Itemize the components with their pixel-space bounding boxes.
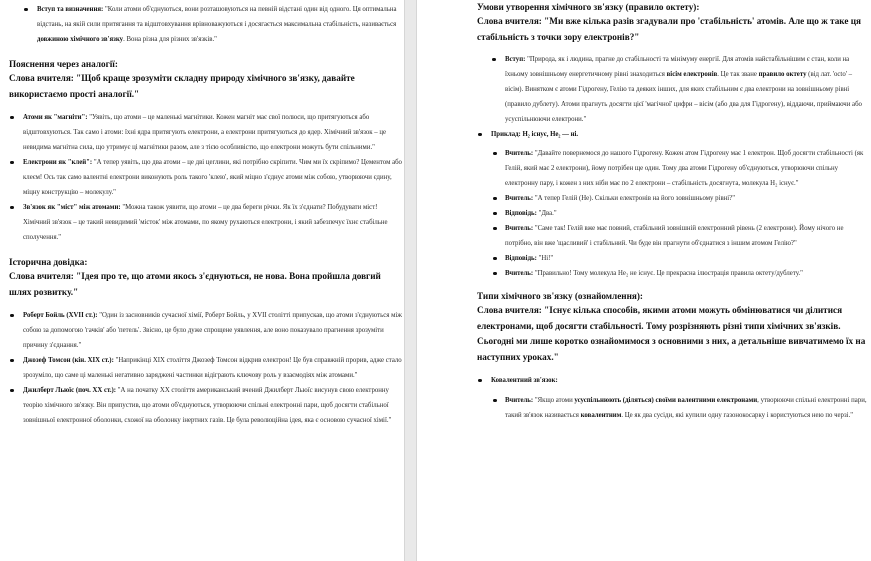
bold-term: ковалентним xyxy=(580,412,622,419)
example-label: Приклад: H₂ існує, He₂ — ні. xyxy=(491,131,579,138)
teacher-label: Слова вчителя: xyxy=(9,271,74,281)
item-text: "Уявіть, що атоми – це маленькі магнітики. Кожен магніт має свої полюси, що притягуються або відштовхуються. Так само і атоми: їхні ядра притягують електрони, а електрони притягуються до ядер. Хімічний зв'язок – це невидима магнітна сила, що утримує ці магнітики разом, але з тією особливістю, що електрони можуть бути спільними." xyxy=(23,114,386,151)
item-text: "Давайте повернемося до нашого Гідрогену. Кожен атом Гідрогену має 1 електрон. Щоб досягти стабільності (як Гелій, який має 2 електрони), йому потрібен ще один. Тому два атоми Гідрогену об'єднуються, утворюючи спільну електронну пару, і кожен з них ніби має по 2 електрони – стабільність досягнута, молекула H₂ існує." xyxy=(505,150,864,187)
item-text: "Два." xyxy=(536,210,557,217)
item-label: Вчитель: xyxy=(505,270,534,277)
intro-list xyxy=(9,2,404,47)
list-item xyxy=(477,251,871,266)
item-label: Електрони як "клей": xyxy=(23,159,93,166)
item-text: "Коли атоми об'єднуються, вони розташовуються на певній відстані один від одного. Ця оптимальна відстань, на якій сили притягання та відштовхування врівноважуються і досягається максимальна стабільність, називається xyxy=(37,6,397,28)
list-item xyxy=(477,191,871,206)
list-item xyxy=(477,52,871,127)
list-item xyxy=(477,146,871,191)
list-item xyxy=(477,266,871,281)
item-text: (від лат. 'octo' – вісім). Винятком є атоми Гідрогену, Гелію та деяких інших, для яких стабільним є два електрони на зовнішньому рівні (правило дублету). Атоми прагнуть досягти цієї 'магічної' цифри – вісім (або два для Гідрогену), віддаючи, приймаючи або усуспільнюючи електрони." xyxy=(505,71,862,123)
item-text: "Саме так! Гелій вже має повний, стабільний зовнішній електронний рівень (2 електрони). Йому нічого не потрібно, він вже 'щасливий' і стабільний. Чи буде він прагнути об'єднатися з іншим атомом Гелію?" xyxy=(505,225,844,247)
item-text: "Один із засновників сучасної хімії, Роберт Бойль, у XVII столітті припускав, що атоми з'єднуються між собою за допомогою 'гачків' або 'петель'. Звісно, це було дуже спрощене уявлення, але воно показувало прагнення зрозуміти причину з'єднання." xyxy=(23,312,402,349)
teacher-words xyxy=(9,71,404,102)
teacher-label: Слова вчителя: xyxy=(477,305,542,315)
item-text: "А на початку XX століття американський вчений Джилберт Льюїс висунув свою електронну теорію хімічного зв'язку. Він припустив, що атоми об'єднуються, утворюючи спільні електронні пари, щоб досягти стабільної зовнішньої електронної оболонки, схожої на оболонку інертних газів. Це була революційна ідея, яка є основою сучасної хімії." xyxy=(23,387,392,424)
section-heading: Типи хімічного зв'язку (ознайомлення): xyxy=(477,291,643,301)
item-text: . Вона різна для різних зв'язків." xyxy=(123,36,217,43)
item-label: Зв'язок як "міст" між атомами: xyxy=(23,204,121,211)
teacher-words xyxy=(477,14,871,45)
section-heading: Історична довідка: xyxy=(9,257,88,267)
item-text: , утворюючи спільні електронні пари, такий зв'язок називається xyxy=(505,397,867,419)
list-item xyxy=(9,155,404,200)
list-item xyxy=(477,393,871,423)
item-label: Ковалентний зв'язок: xyxy=(491,377,558,384)
item-label: Джозеф Томсон (кін. XIX ст.): xyxy=(23,357,114,364)
list-item xyxy=(477,221,871,251)
types-list xyxy=(477,373,871,388)
page-gap xyxy=(404,0,417,561)
item-label: Роберт Бойль (XVII ст.): xyxy=(23,312,98,319)
item-label: Вчитель: xyxy=(505,150,534,157)
analogies-list xyxy=(9,110,404,245)
item-text: "А тепер уявіть, що два атоми – це дві цеглини, які потрібно скріпити. Чим ми їх скріпимо? Цементом або клеєм! Ось так само валентні електрони виконують роль такого 'клею', який міцно з'єднує атоми між собою, утворюючи єдину, міцну конструкцію – молекулу." xyxy=(23,159,402,196)
bold-term: усуспільнюють (діляться) своїми валентними електронами xyxy=(574,397,758,404)
section-heading: Умови утворення хімічного зв'язку (правило октету): xyxy=(477,2,700,12)
list-item xyxy=(9,2,404,47)
history-list xyxy=(9,308,404,428)
dialog-list xyxy=(477,146,871,281)
section-heading: Пояснення через аналогії: xyxy=(9,59,118,69)
teacher-words xyxy=(477,303,871,365)
bold-term: вісім електронів xyxy=(666,71,718,78)
teacher-text: "Ми вже кілька разів згадували про 'стабільність' атомів. Але що ж таке ця стабільність з точки зору електронів?" xyxy=(477,16,862,42)
item-label: Вступ: xyxy=(505,56,526,63)
list-item xyxy=(477,127,871,142)
item-text: "А тепер Гелій (He). Скільки електронів на його зовнішньому рівні?" xyxy=(533,195,735,202)
octet-list xyxy=(477,52,871,142)
teacher-label: Слова вчителя: xyxy=(9,73,74,83)
list-item xyxy=(477,206,871,221)
teacher-text: "Ідея про те, що атоми якось з'єднуються, не нова. Вона пройшла довгий шлях розвитку." xyxy=(9,271,381,297)
bold-term: довжиною хімічного зв'язку xyxy=(37,36,124,43)
item-label: Атоми як "магніти": xyxy=(23,114,88,121)
covalent-list xyxy=(477,393,871,423)
list-item xyxy=(477,373,871,388)
teacher-words xyxy=(9,269,404,300)
item-label: Відповідь: xyxy=(505,210,537,217)
document-page-right xyxy=(417,0,871,561)
list-item xyxy=(9,110,404,155)
item-text: "Можна також уявити, що атоми – це два береги річки. Як їх з'єднати? Побудувати міст! Хімічний зв'язок – це такий невидимий 'місток' між атомами, по якому рухаються електрони, і який забезпечує їхнє стабільне сполучення." xyxy=(23,204,388,241)
item-label: Вчитель: xyxy=(505,225,534,232)
list-item xyxy=(9,353,404,383)
list-item xyxy=(9,383,404,428)
item-text: "Якщо атоми xyxy=(533,397,575,404)
item-label: Вступ та визначення: xyxy=(37,6,104,13)
item-label: Відповідь: xyxy=(505,255,537,262)
teacher-label: Слова вчителя: xyxy=(477,16,542,26)
bold-term: правило октету xyxy=(758,71,807,78)
document-page-left xyxy=(0,0,404,561)
item-text: "Наприкінці XIX століття Джозеф Томсон відкрив електрон! Це був справжній прорив, адже стало зрозуміло, що саме ці маленькі негативно заряджені частинки відіграють ключову роль у взаємодіях між атомами." xyxy=(23,357,402,379)
teacher-text: "Існує кілька способів, якими атоми можуть обмінюватися чи ділитися електронами, щоб досягти стабільності. Тому розрізняють різні типи хімічних зв'язків. Сьогодні ми лише коротко ознайомимося з основними з них, а детальніше вивчатимемо їх на наступних уроках." xyxy=(477,305,866,362)
item-text: "Природа, як і людина, прагне до стабільності та мінімуму енергії. Для атомів найстабільнішим є стан, коли на їхньому зовнішньому енергетичному рівні знаходиться xyxy=(505,56,850,78)
item-label: Джилберт Льюїс (поч. XX ст.): xyxy=(23,387,117,394)
item-label: Вчитель: xyxy=(505,195,534,202)
teacher-text: "Щоб краще зрозуміти складну природу хімічного зв'язку, давайте використаємо прості аналогії." xyxy=(9,73,355,99)
item-text: . Це як два сусіди, які купили одну газонокосарку і користуються нею по черзі." xyxy=(621,412,854,419)
item-text: "Правильно! Тому молекула He₂ не існує. Це прекрасна ілюстрація правила октету/дублету." xyxy=(533,270,803,277)
item-text: . Це так зване xyxy=(717,71,759,78)
item-label: Вчитель: xyxy=(505,397,534,404)
item-text: "Ні!" xyxy=(536,255,554,262)
list-item xyxy=(9,308,404,353)
list-item xyxy=(9,200,404,245)
